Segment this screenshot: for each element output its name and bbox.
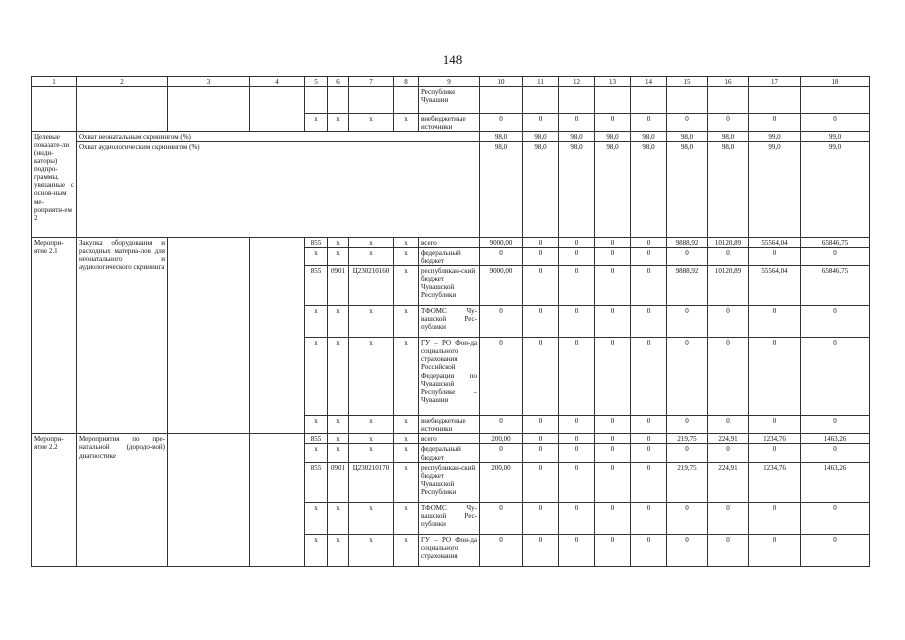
year-value: 0 — [595, 534, 631, 566]
year-value: 0 — [708, 416, 749, 434]
year-value: 0 — [559, 338, 595, 416]
csr-code: x — [349, 306, 394, 338]
event-executor — [168, 434, 250, 566]
event-row — [32, 434, 870, 444]
year-value: 0 — [559, 306, 595, 338]
year-value: 0 — [631, 266, 667, 306]
year-value: 0 — [801, 444, 870, 462]
year-value: 0 — [480, 444, 523, 462]
csr-code: x — [349, 434, 394, 444]
grbs-code — [305, 87, 328, 114]
grbs-code: x — [305, 338, 328, 416]
year-value: 0 — [749, 502, 801, 534]
year-value: 0 — [801, 248, 870, 266]
rz-code: x — [328, 306, 349, 338]
rz-code: x — [328, 534, 349, 566]
year-value: 0 — [559, 248, 595, 266]
year-value: 0 — [667, 114, 708, 132]
header-row — [32, 77, 870, 87]
year-value — [523, 87, 559, 114]
year-value — [801, 87, 870, 114]
grbs-code: 855 — [305, 238, 328, 248]
year-value: 0 — [595, 502, 631, 534]
vr-code — [394, 87, 419, 114]
year-value: 10120,89 — [708, 238, 749, 248]
vr-code: x — [394, 462, 419, 502]
year-value: 98,0 — [559, 142, 595, 238]
year-value: 0 — [631, 248, 667, 266]
year-value: 98,0 — [595, 132, 631, 142]
year-value: 0 — [595, 444, 631, 462]
rz-code: x — [328, 114, 349, 132]
year-value: 0 — [480, 502, 523, 534]
year-value: 0 — [559, 534, 595, 566]
funding-source: республикан-ский бюджет Чувашской Республики — [419, 462, 480, 502]
funding-source: федеральный бюджет — [419, 248, 480, 266]
year-value: 0 — [523, 238, 559, 248]
csr-code: x — [349, 444, 394, 462]
year-value: 0 — [631, 462, 667, 502]
grbs-code: x — [305, 306, 328, 338]
rz-code: x — [328, 434, 349, 444]
year-value: 0 — [667, 444, 708, 462]
vr-code: x — [394, 114, 419, 132]
year-value: 224,91 — [708, 434, 749, 444]
year-value: 224,91 — [708, 462, 749, 502]
year-value: 9888,92 — [667, 238, 708, 248]
column-number: 10 — [480, 77, 523, 87]
year-value: 0 — [523, 114, 559, 132]
column-number: 12 — [559, 77, 595, 87]
csr-code: x — [349, 416, 394, 434]
year-value: 0 — [559, 114, 595, 132]
year-value: 98,0 — [708, 142, 749, 238]
year-value: 0 — [708, 444, 749, 462]
year-value: 0 — [667, 416, 708, 434]
year-value: 0 — [667, 534, 708, 566]
year-value: 0 — [523, 502, 559, 534]
year-value: 0 — [595, 306, 631, 338]
year-value: 0 — [480, 534, 523, 566]
year-value: 0 — [749, 534, 801, 566]
year-value: 0 — [595, 462, 631, 502]
year-value: 0 — [559, 444, 595, 462]
csr-code: Ц230210170 — [349, 462, 394, 502]
target-indicator-row — [32, 132, 870, 142]
vr-code: x — [394, 434, 419, 444]
grbs-code: x — [305, 114, 328, 132]
year-value: 0 — [631, 338, 667, 416]
target-indicator-row — [32, 142, 870, 238]
cont-name — [77, 87, 168, 132]
year-value — [667, 87, 708, 114]
csr-code: x — [349, 502, 394, 534]
funding-source: ГУ – РО Фон-да социального страхования — [419, 534, 480, 566]
cont-target — [250, 87, 305, 132]
year-value: 0 — [480, 416, 523, 434]
vr-code: x — [394, 248, 419, 266]
year-value: 0 — [708, 338, 749, 416]
grbs-code: x — [305, 502, 328, 534]
year-value: 55564,04 — [749, 266, 801, 306]
grbs-code: 855 — [305, 434, 328, 444]
year-value: 98,0 — [559, 132, 595, 142]
year-value: 0 — [749, 444, 801, 462]
table-body — [32, 77, 870, 567]
year-value: 98,0 — [667, 142, 708, 238]
year-value: 1234,76 — [749, 434, 801, 444]
vr-code: x — [394, 444, 419, 462]
year-value: 0 — [595, 266, 631, 306]
year-value: 0 — [595, 248, 631, 266]
year-value: 0 — [523, 434, 559, 444]
year-value: 0 — [631, 502, 667, 534]
year-value: 0 — [801, 534, 870, 566]
grbs-code: x — [305, 416, 328, 434]
program-table — [31, 76, 870, 567]
year-value: 0 — [708, 306, 749, 338]
column-number: 11 — [523, 77, 559, 87]
year-value: 0 — [523, 248, 559, 266]
column-number: 3 — [168, 77, 250, 87]
year-value: 0 — [631, 306, 667, 338]
funding-source: внебюджетные источники — [419, 114, 480, 132]
year-value: 0 — [631, 534, 667, 566]
year-value: 98,0 — [667, 132, 708, 142]
funding-source: Республике Чувашии — [419, 87, 480, 114]
year-value: 9888,92 — [667, 266, 708, 306]
year-value: 55564,04 — [749, 238, 801, 248]
csr-code: x — [349, 114, 394, 132]
cont-executor — [168, 87, 250, 132]
rz-code: 0901 — [328, 462, 349, 502]
targets-label: Целевые показате-ли (инди-каторы) подпро-граммы, увязанные с основ-ным ме-роприяти-ем 2 — [32, 132, 77, 238]
year-value: 65846,75 — [801, 266, 870, 306]
rz-code: x — [328, 416, 349, 434]
funding-source: внебюджетные источники — [419, 416, 480, 434]
year-value: 0 — [749, 416, 801, 434]
year-value: 0 — [480, 306, 523, 338]
year-value — [480, 87, 523, 114]
vr-code: x — [394, 238, 419, 248]
year-value: 0 — [523, 338, 559, 416]
year-value: 98,0 — [708, 132, 749, 142]
year-value: 0 — [631, 444, 667, 462]
column-number: 2 — [77, 77, 168, 87]
year-value: 0 — [631, 238, 667, 248]
indicator-name: Охват аудиологическим скринингом (%) — [77, 142, 480, 238]
year-value: 0 — [559, 416, 595, 434]
year-value: 0 — [667, 248, 708, 266]
year-value: 0 — [595, 338, 631, 416]
continuation-row — [32, 87, 870, 114]
year-value: 98,0 — [480, 142, 523, 238]
year-value: 10120,89 — [708, 266, 749, 306]
year-value: 0 — [480, 248, 523, 266]
vr-code: x — [394, 306, 419, 338]
column-number: 9 — [419, 77, 480, 87]
column-number: 17 — [749, 77, 801, 87]
year-value: 219,75 — [667, 434, 708, 444]
year-value: 98,0 — [595, 142, 631, 238]
column-number: 5 — [305, 77, 328, 87]
year-value: 219,75 — [667, 462, 708, 502]
year-value: 0 — [801, 114, 870, 132]
year-value: 0 — [801, 416, 870, 434]
year-value: 0 — [523, 306, 559, 338]
year-value: 0 — [631, 114, 667, 132]
csr-code: Ц230210160 — [349, 266, 394, 306]
year-value: 0 — [559, 462, 595, 502]
year-value: 0 — [749, 338, 801, 416]
funding-source: федеральный бюджет — [419, 444, 480, 462]
year-value: 0 — [523, 462, 559, 502]
grbs-code: 855 — [305, 462, 328, 502]
rz-code — [328, 87, 349, 114]
year-value: 0 — [595, 434, 631, 444]
column-number: 7 — [349, 77, 394, 87]
year-value: 0 — [559, 502, 595, 534]
column-number: 14 — [631, 77, 667, 87]
year-value: 1463,26 — [801, 462, 870, 502]
year-value: 200,00 — [480, 434, 523, 444]
year-value: 0 — [667, 338, 708, 416]
rz-code: x — [328, 248, 349, 266]
year-value — [631, 87, 667, 114]
vr-code: x — [394, 266, 419, 306]
year-value: 0 — [595, 114, 631, 132]
column-number: 18 — [801, 77, 870, 87]
year-value: 0 — [708, 502, 749, 534]
csr-code: x — [349, 248, 394, 266]
rz-code: x — [328, 502, 349, 534]
funding-source: республикан-ский бюджет Чувашской Республики — [419, 266, 480, 306]
column-number: 13 — [595, 77, 631, 87]
vr-code: x — [394, 338, 419, 416]
column-number: 16 — [708, 77, 749, 87]
year-value: 0 — [631, 434, 667, 444]
year-value: 9000,00 — [480, 238, 523, 248]
year-value — [708, 87, 749, 114]
grbs-code: x — [305, 248, 328, 266]
year-value: 200,00 — [480, 462, 523, 502]
page-number: 148 — [442, 52, 463, 67]
column-number: 1 — [32, 77, 77, 87]
year-value: 0 — [559, 238, 595, 248]
year-value: 0 — [523, 266, 559, 306]
grbs-code: x — [305, 534, 328, 566]
year-value: 0 — [523, 416, 559, 434]
year-value: 99,0 — [749, 142, 801, 238]
funding-source: всего — [419, 434, 480, 444]
column-number: 6 — [328, 77, 349, 87]
year-value: 0 — [708, 534, 749, 566]
year-value: 1463,26 — [801, 434, 870, 444]
year-value: 0 — [631, 416, 667, 434]
year-value: 9000,00 — [480, 266, 523, 306]
funding-source: ТФОМС Чу-вашской Рес-публики — [419, 502, 480, 534]
year-value: 0 — [749, 248, 801, 266]
year-value: 0 — [667, 306, 708, 338]
csr-code: x — [349, 238, 394, 248]
event-label: Меропри-ятие 2.1 — [32, 238, 77, 434]
indicator-name: Охват неонатальным скринингом (%) — [77, 132, 480, 142]
year-value: 0 — [801, 338, 870, 416]
csr-code — [349, 87, 394, 114]
year-value: 0 — [801, 306, 870, 338]
year-value: 0 — [708, 248, 749, 266]
year-value: 0 — [801, 502, 870, 534]
cont-status — [32, 87, 77, 132]
year-value: 98,0 — [631, 142, 667, 238]
year-value: 0 — [559, 434, 595, 444]
year-value: 0 — [708, 114, 749, 132]
rz-code: x — [328, 238, 349, 248]
year-value: 98,0 — [523, 142, 559, 238]
year-value: 65846,75 — [801, 238, 870, 248]
year-value: 99,0 — [801, 132, 870, 142]
year-value: 0 — [523, 534, 559, 566]
year-value: 0 — [667, 502, 708, 534]
event-target — [250, 434, 305, 566]
rz-code: x — [328, 338, 349, 416]
column-number: 15 — [667, 77, 708, 87]
year-value: 0 — [480, 114, 523, 132]
event-target — [250, 238, 305, 434]
event-label: Меропри-ятие 2.2 — [32, 434, 77, 566]
column-number: 4 — [250, 77, 305, 87]
funding-source: всего — [419, 238, 480, 248]
year-value: 98,0 — [631, 132, 667, 142]
event-row — [32, 238, 870, 248]
year-value: 0 — [523, 444, 559, 462]
year-value: 0 — [595, 416, 631, 434]
year-value: 0 — [559, 266, 595, 306]
grbs-code: 855 — [305, 266, 328, 306]
vr-code: x — [394, 502, 419, 534]
event-name: Закупка оборудования и расходных материа-лов для неонатального и аудиологического скрининга — [77, 238, 168, 434]
year-value: 0 — [749, 306, 801, 338]
year-value: 99,0 — [801, 142, 870, 238]
rz-code: 0901 — [328, 266, 349, 306]
column-number: 8 — [394, 77, 419, 87]
year-value: 0 — [595, 238, 631, 248]
year-value: 98,0 — [480, 132, 523, 142]
year-value: 1234,76 — [749, 462, 801, 502]
year-value — [749, 87, 801, 114]
year-value — [595, 87, 631, 114]
vr-code: x — [394, 416, 419, 434]
funding-source: ГУ – РО Фон-да социального страхования Российской Федерации по Чувашской Республике – Чувашии — [419, 338, 480, 416]
rz-code: x — [328, 444, 349, 462]
event-name: Мероприятия по пре-натальной (дородо-вой) диагностике — [77, 434, 168, 566]
year-value: 0 — [480, 338, 523, 416]
csr-code: x — [349, 534, 394, 566]
csr-code: x — [349, 338, 394, 416]
grbs-code: x — [305, 444, 328, 462]
vr-code: x — [394, 534, 419, 566]
year-value: 0 — [749, 114, 801, 132]
year-value: 98,0 — [523, 132, 559, 142]
year-value — [559, 87, 595, 114]
funding-source: ТФОМС Чу-вашской Рес-публики — [419, 306, 480, 338]
event-executor — [168, 238, 250, 434]
year-value: 99,0 — [749, 132, 801, 142]
